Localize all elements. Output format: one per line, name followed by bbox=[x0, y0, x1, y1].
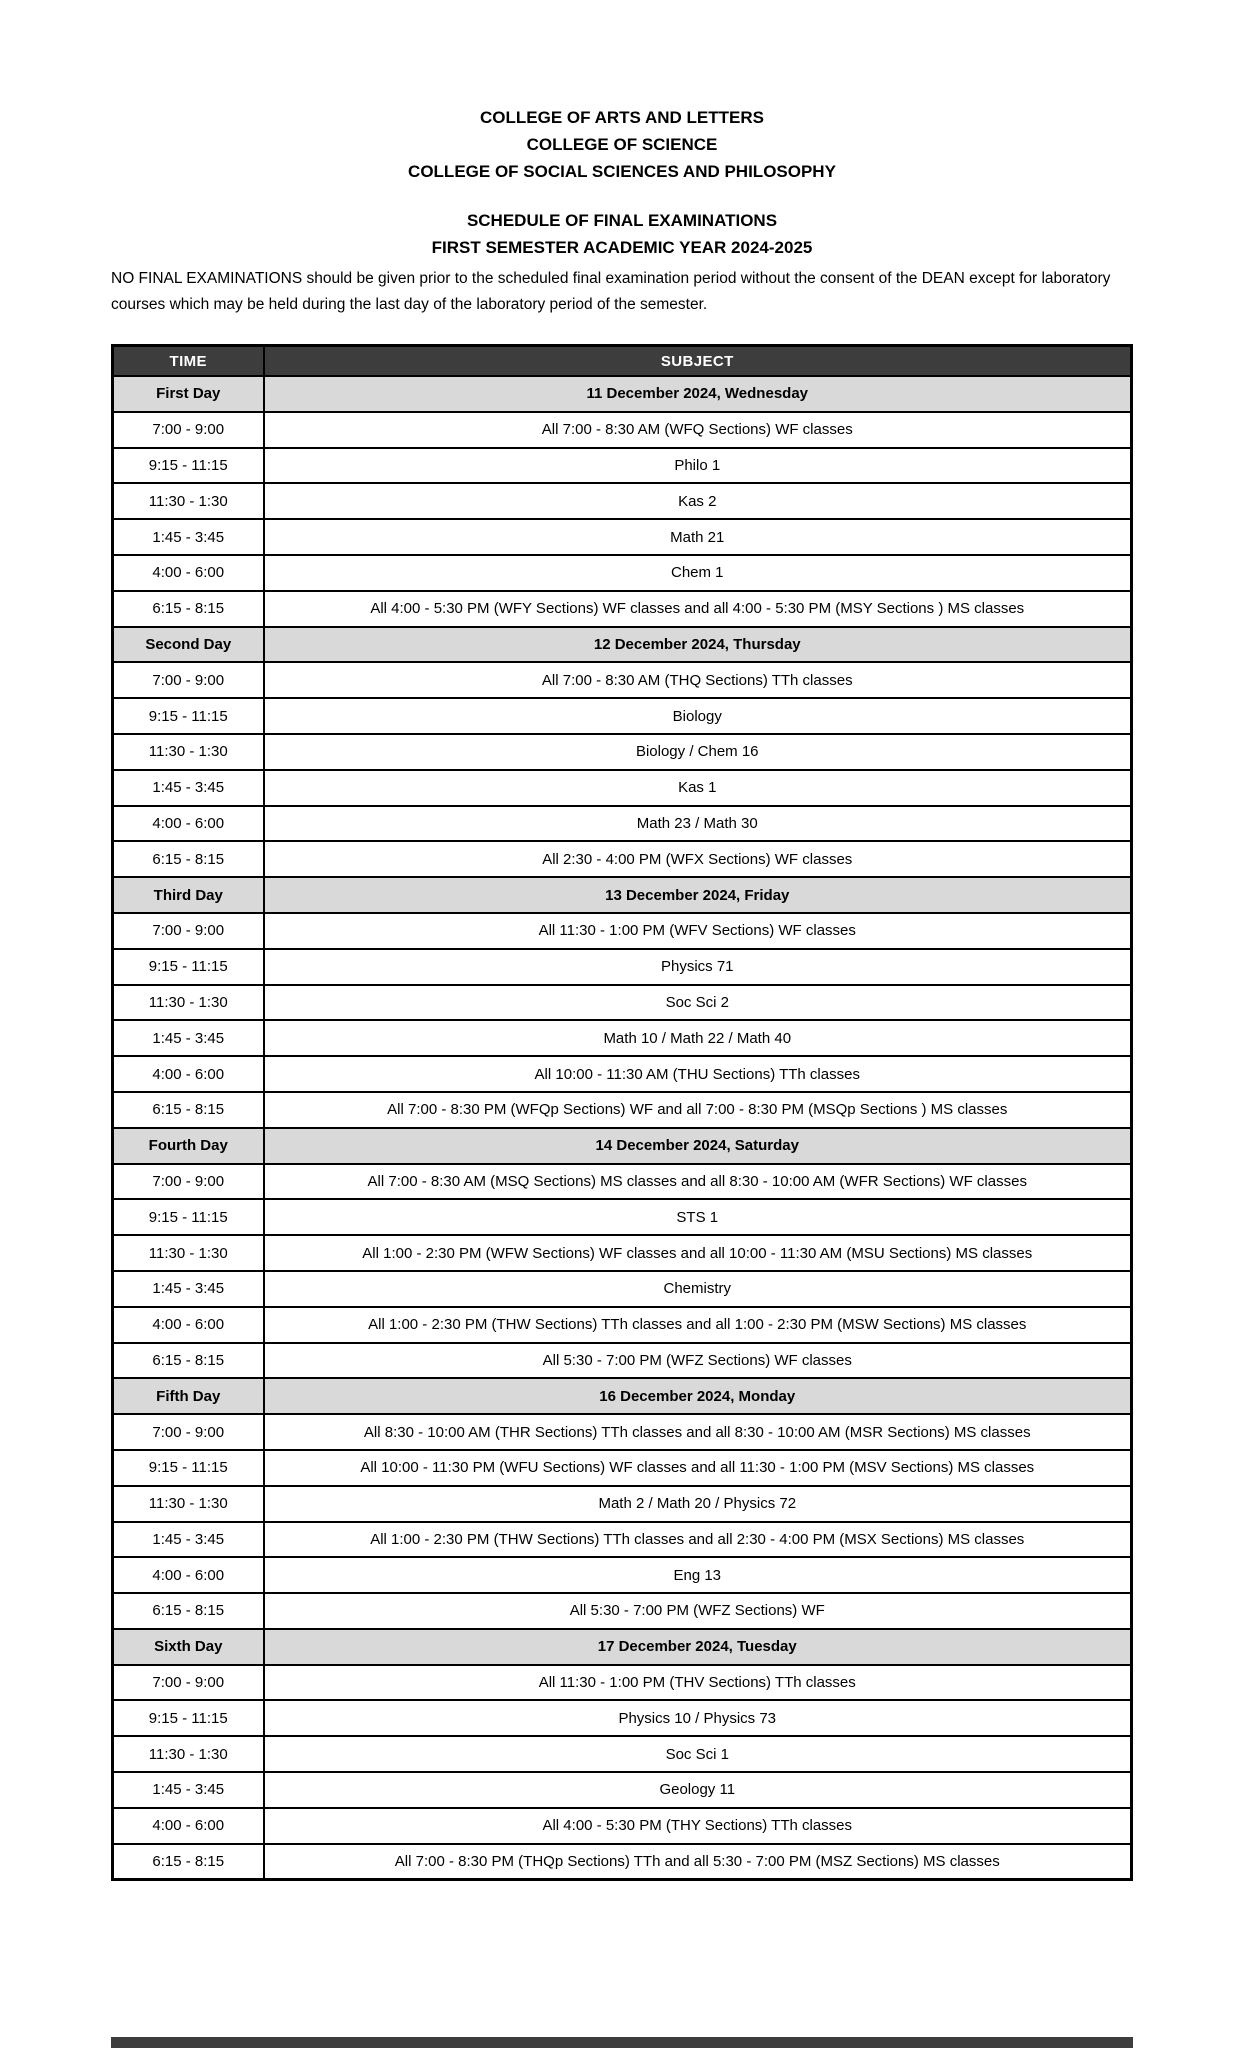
table-row bbox=[113, 806, 1132, 842]
subject-cell: All 5:30 - 7:00 PM (WFZ Sections) WF bbox=[264, 1593, 1132, 1629]
college-line-3: COLLEGE OF SOCIAL SCIENCES AND PHILOSOPHY bbox=[408, 162, 836, 181]
day-header-row bbox=[113, 1629, 1132, 1665]
table-row bbox=[113, 412, 1132, 448]
subject-cell: Eng 13 bbox=[264, 1557, 1132, 1593]
time-cell: 4:00 - 6:00 bbox=[113, 555, 264, 591]
table-row bbox=[113, 841, 1132, 877]
time-cell: 7:00 - 9:00 bbox=[113, 662, 264, 698]
table-row bbox=[113, 662, 1132, 698]
subject-column-header: SUBJECT bbox=[264, 346, 1132, 377]
day-name-cell: Sixth Day bbox=[113, 1629, 264, 1665]
day-header-row bbox=[113, 1378, 1132, 1414]
time-cell: 4:00 - 6:00 bbox=[113, 1808, 264, 1844]
table-row bbox=[113, 519, 1132, 555]
subject-cell: Soc Sci 2 bbox=[264, 985, 1132, 1021]
time-cell: 4:00 - 6:00 bbox=[113, 1056, 264, 1092]
time-cell: 6:15 - 8:15 bbox=[113, 841, 264, 877]
table-row bbox=[113, 913, 1132, 949]
time-cell: 9:15 - 11:15 bbox=[113, 698, 264, 734]
time-cell: 1:45 - 3:45 bbox=[113, 770, 264, 806]
day-header-row bbox=[113, 877, 1132, 913]
subject-cell: Biology / Chem 16 bbox=[264, 734, 1132, 770]
table-row bbox=[113, 1772, 1132, 1808]
subject-cell: All 1:00 - 2:30 PM (WFW Sections) WF classes and all 10:00 - 11:30 AM (MSU Sections) MS classes bbox=[264, 1235, 1132, 1271]
time-cell: 6:15 - 8:15 bbox=[113, 1593, 264, 1629]
subject-cell: Math 10 / Math 22 / Math 40 bbox=[264, 1020, 1132, 1056]
subject-cell: Philo 1 bbox=[264, 448, 1132, 484]
table-row bbox=[113, 985, 1132, 1021]
time-cell: 9:15 - 11:15 bbox=[113, 1700, 264, 1736]
time-cell: 6:15 - 8:15 bbox=[113, 1092, 264, 1128]
subject-cell: Soc Sci 1 bbox=[264, 1736, 1132, 1772]
day-date-cell: 11 December 2024, Wednesday bbox=[264, 376, 1132, 412]
subject-cell: All 11:30 - 1:00 PM (THV Sections) TTh classes bbox=[264, 1665, 1132, 1701]
day-name-cell: Second Day bbox=[113, 627, 264, 663]
time-cell: 11:30 - 1:30 bbox=[113, 985, 264, 1021]
day-date-cell: 13 December 2024, Friday bbox=[264, 877, 1132, 913]
time-cell: 7:00 - 9:00 bbox=[113, 1164, 264, 1200]
subject-cell: All 7:00 - 8:30 PM (THQp Sections) TTh and all 5:30 - 7:00 PM (MSZ Sections) MS classes bbox=[264, 1844, 1132, 1880]
time-cell: 11:30 - 1:30 bbox=[113, 1486, 264, 1522]
day-header-row bbox=[113, 1128, 1132, 1164]
document-header bbox=[111, 0, 1133, 318]
time-cell: 9:15 - 11:15 bbox=[113, 448, 264, 484]
table-row bbox=[113, 734, 1132, 770]
table-row bbox=[113, 1307, 1132, 1343]
table-row bbox=[113, 1844, 1132, 1880]
subject-cell: Chem 1 bbox=[264, 555, 1132, 591]
day-date-cell: 12 December 2024, Thursday bbox=[264, 627, 1132, 663]
subject-cell: Math 23 / Math 30 bbox=[264, 806, 1132, 842]
day-name-cell: Fifth Day bbox=[113, 1378, 264, 1414]
day-header-row bbox=[113, 627, 1132, 663]
subject-cell: Kas 1 bbox=[264, 770, 1132, 806]
subject-cell: All 8:30 - 10:00 AM (THR Sections) TTh classes and all 8:30 - 10:00 AM (MSR Sections) MS classes bbox=[264, 1414, 1132, 1450]
subject-cell: All 11:30 - 1:00 PM (WFV Sections) WF classes bbox=[264, 913, 1132, 949]
subject-cell: All 7:00 - 8:30 AM (THQ Sections) TTh classes bbox=[264, 662, 1132, 698]
college-line-1: COLLEGE OF ARTS AND LETTERS bbox=[480, 108, 764, 127]
table-row bbox=[113, 1593, 1132, 1629]
subject-cell: Kas 2 bbox=[264, 483, 1132, 519]
subject-cell: All 10:00 - 11:30 PM (WFU Sections) WF classes and all 11:30 - 1:00 PM (MSV Sections) MS classes bbox=[264, 1450, 1132, 1486]
table-row bbox=[113, 1700, 1132, 1736]
subject-cell: Physics 71 bbox=[264, 949, 1132, 985]
time-cell: 9:15 - 11:15 bbox=[113, 1199, 264, 1235]
table-row bbox=[113, 1486, 1132, 1522]
subject-cell: All 10:00 - 11:30 AM (THU Sections) TTh classes bbox=[264, 1056, 1132, 1092]
table-row bbox=[113, 1092, 1132, 1128]
exam-notice: NO FINAL EXAMINATIONS should be given prior to the scheduled final examination period without the consent of the DEAN except for laboratory courses which may be held during the last day of the laboratory period of the semester. bbox=[111, 270, 1111, 313]
subject-cell: All 1:00 - 2:30 PM (THW Sections) TTh classes and all 1:00 - 2:30 PM (MSW Sections) MS classes bbox=[264, 1307, 1132, 1343]
subject-cell: Biology bbox=[264, 698, 1132, 734]
next-page-table-header-partial bbox=[111, 2037, 1133, 2048]
table-row bbox=[113, 1020, 1132, 1056]
table-row bbox=[113, 591, 1132, 627]
time-cell: 1:45 - 3:45 bbox=[113, 519, 264, 555]
time-cell: 4:00 - 6:00 bbox=[113, 1307, 264, 1343]
day-header-row bbox=[113, 376, 1132, 412]
time-cell: 6:15 - 8:15 bbox=[113, 1343, 264, 1379]
time-cell: 4:00 - 6:00 bbox=[113, 1557, 264, 1593]
subject-cell: Chemistry bbox=[264, 1271, 1132, 1307]
subject-cell: All 4:00 - 5:30 PM (WFY Sections) WF classes and all 4:00 - 5:30 PM (MSY Sections ) MS classes bbox=[264, 591, 1132, 627]
subject-cell: All 7:00 - 8:30 AM (WFQ Sections) WF classes bbox=[264, 412, 1132, 448]
time-column-header: TIME bbox=[113, 346, 264, 377]
day-date-cell: 16 December 2024, Monday bbox=[264, 1378, 1132, 1414]
time-cell: 9:15 - 11:15 bbox=[113, 1450, 264, 1486]
table-row bbox=[113, 1665, 1132, 1701]
time-cell: 11:30 - 1:30 bbox=[113, 734, 264, 770]
day-date-cell: 14 December 2024, Saturday bbox=[264, 1128, 1132, 1164]
time-cell: 4:00 - 6:00 bbox=[113, 806, 264, 842]
day-name-cell: Fourth Day bbox=[113, 1128, 264, 1164]
subject-cell: Math 21 bbox=[264, 519, 1132, 555]
time-cell: 1:45 - 3:45 bbox=[113, 1522, 264, 1558]
table-row bbox=[113, 1736, 1132, 1772]
time-cell: 11:30 - 1:30 bbox=[113, 1736, 264, 1772]
table-row bbox=[113, 1271, 1132, 1307]
subject-cell: All 5:30 - 7:00 PM (WFZ Sections) WF classes bbox=[264, 1343, 1132, 1379]
subject-cell: All 4:00 - 5:30 PM (THY Sections) TTh classes bbox=[264, 1808, 1132, 1844]
time-cell: 7:00 - 9:00 bbox=[113, 412, 264, 448]
table-header-row bbox=[113, 346, 1132, 377]
time-cell: 11:30 - 1:30 bbox=[113, 1235, 264, 1271]
time-cell: 1:45 - 3:45 bbox=[113, 1772, 264, 1808]
subject-cell: STS 1 bbox=[264, 1199, 1132, 1235]
time-cell: 6:15 - 8:15 bbox=[113, 1844, 264, 1880]
title-block bbox=[111, 207, 1133, 261]
table-row bbox=[113, 949, 1132, 985]
table-row bbox=[113, 698, 1132, 734]
time-cell: 7:00 - 9:00 bbox=[113, 913, 264, 949]
time-cell: 11:30 - 1:30 bbox=[113, 483, 264, 519]
time-cell: 7:00 - 9:00 bbox=[113, 1665, 264, 1701]
time-cell: 1:45 - 3:45 bbox=[113, 1271, 264, 1307]
subject-cell: All 7:00 - 8:30 PM (WFQp Sections) WF and all 7:00 - 8:30 PM (MSQp Sections ) MS classes bbox=[264, 1092, 1132, 1128]
day-name-cell: First Day bbox=[113, 376, 264, 412]
table-row bbox=[113, 770, 1132, 806]
table-row bbox=[113, 1343, 1132, 1379]
subject-cell: All 2:30 - 4:00 PM (WFX Sections) WF classes bbox=[264, 841, 1132, 877]
college-line-2: COLLEGE OF SCIENCE bbox=[526, 135, 718, 154]
table-row bbox=[113, 1414, 1132, 1450]
table-row bbox=[113, 1199, 1132, 1235]
exam-schedule-table bbox=[111, 344, 1133, 1881]
semester-title: FIRST SEMESTER ACADEMIC YEAR 2024-2025 bbox=[431, 238, 813, 257]
subject-cell: All 7:00 - 8:30 AM (MSQ Sections) MS classes and all 8:30 - 10:00 AM (WFR Sections) WF classes bbox=[264, 1164, 1132, 1200]
table-row bbox=[113, 1808, 1132, 1844]
table-row bbox=[113, 1056, 1132, 1092]
table-row bbox=[113, 1450, 1132, 1486]
subject-cell: Math 2 / Math 20 / Physics 72 bbox=[264, 1486, 1132, 1522]
table-row bbox=[113, 448, 1132, 484]
day-name-cell: Third Day bbox=[113, 877, 264, 913]
schedule-title: SCHEDULE OF FINAL EXAMINATIONS bbox=[466, 211, 778, 230]
time-cell: 6:15 - 8:15 bbox=[113, 591, 264, 627]
time-cell: 9:15 - 11:15 bbox=[113, 949, 264, 985]
subject-cell: Physics 10 / Physics 73 bbox=[264, 1700, 1132, 1736]
table-row bbox=[113, 1164, 1132, 1200]
time-cell: 1:45 - 3:45 bbox=[113, 1020, 264, 1056]
table-row bbox=[113, 1557, 1132, 1593]
day-date-cell: 17 December 2024, Tuesday bbox=[264, 1629, 1132, 1665]
table-row bbox=[113, 483, 1132, 519]
table-row bbox=[113, 1522, 1132, 1558]
exam-table-body bbox=[113, 376, 1132, 1880]
time-cell: 7:00 - 9:00 bbox=[113, 1414, 264, 1450]
table-row bbox=[113, 555, 1132, 591]
subject-cell: All 1:00 - 2:30 PM (THW Sections) TTh classes and all 2:30 - 4:00 PM (MSX Sections) MS classes bbox=[264, 1522, 1132, 1558]
table-row bbox=[113, 1235, 1132, 1271]
subject-cell: Geology 11 bbox=[264, 1772, 1132, 1808]
